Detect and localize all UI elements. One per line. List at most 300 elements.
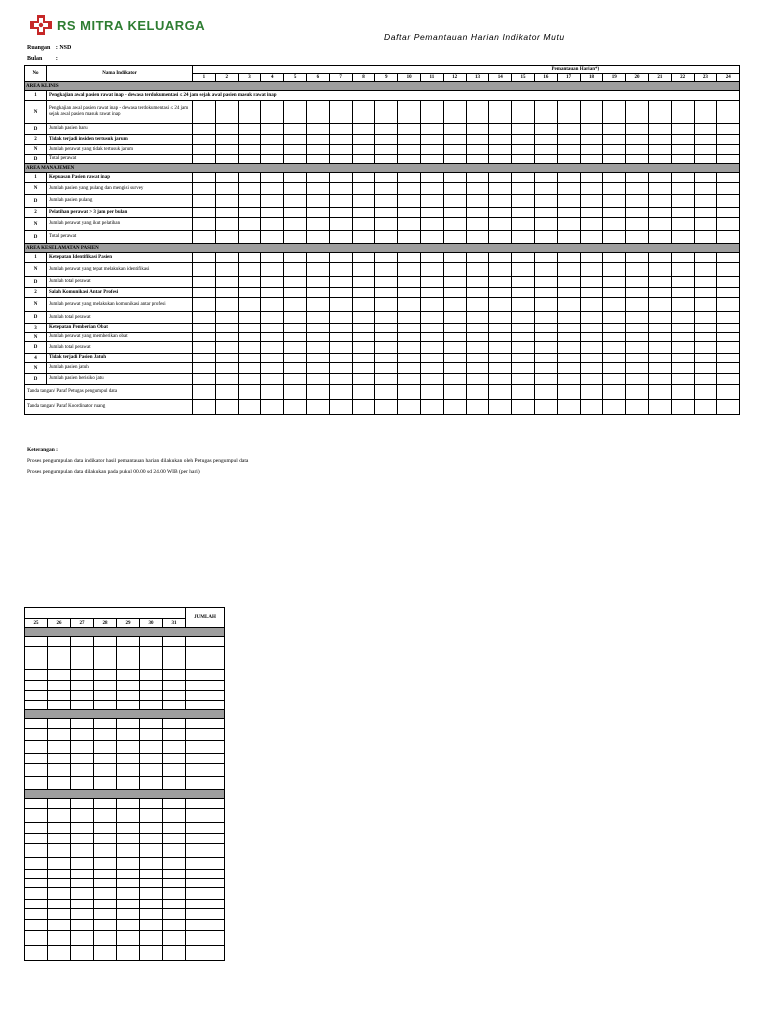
daily-entry-cell[interactable] bbox=[238, 253, 261, 263]
signature-cell[interactable] bbox=[71, 946, 94, 961]
signature-cell[interactable] bbox=[420, 385, 443, 400]
daily-entry-cell[interactable] bbox=[489, 173, 512, 183]
jumlah-cell[interactable] bbox=[186, 809, 225, 823]
daily-entry-cell[interactable] bbox=[238, 263, 261, 277]
daily-entry-cell[interactable] bbox=[603, 324, 626, 333]
daily-entry-cell[interactable] bbox=[717, 208, 740, 218]
daily-entry-cell[interactable] bbox=[420, 342, 443, 354]
daily-entry-cell[interactable] bbox=[466, 363, 489, 374]
daily-entry-cell[interactable] bbox=[512, 183, 535, 195]
daily-entry-cell[interactable] bbox=[48, 844, 71, 858]
daily-entry-cell[interactable] bbox=[489, 342, 512, 354]
daily-entry-cell[interactable] bbox=[352, 363, 375, 374]
daily-entry-cell[interactable] bbox=[261, 354, 284, 363]
daily-entry-cell[interactable] bbox=[140, 920, 163, 931]
daily-entry-cell[interactable] bbox=[557, 312, 580, 324]
daily-entry-cell[interactable] bbox=[117, 844, 140, 858]
daily-entry-cell[interactable] bbox=[717, 124, 740, 135]
daily-entry-cell[interactable] bbox=[163, 799, 186, 809]
daily-entry-cell[interactable] bbox=[140, 681, 163, 691]
daily-entry-cell[interactable] bbox=[694, 173, 717, 183]
daily-entry-cell[interactable] bbox=[534, 253, 557, 263]
daily-entry-cell[interactable] bbox=[557, 183, 580, 195]
daily-entry-cell[interactable] bbox=[626, 218, 649, 231]
daily-entry-cell[interactable] bbox=[48, 834, 71, 844]
daily-entry-cell[interactable] bbox=[284, 374, 307, 385]
daily-entry-cell[interactable] bbox=[215, 363, 238, 374]
daily-entry-cell[interactable] bbox=[534, 124, 557, 135]
daily-entry-cell[interactable] bbox=[329, 363, 352, 374]
daily-entry-cell[interactable] bbox=[238, 277, 261, 288]
daily-entry-cell[interactable] bbox=[329, 277, 352, 288]
daily-entry-cell[interactable] bbox=[375, 145, 398, 155]
daily-entry-cell[interactable] bbox=[648, 354, 671, 363]
daily-entry-cell[interactable] bbox=[284, 124, 307, 135]
daily-entry-cell[interactable] bbox=[648, 374, 671, 385]
daily-entry-cell[interactable] bbox=[94, 920, 117, 931]
daily-entry-cell[interactable] bbox=[580, 173, 603, 183]
daily-entry-cell[interactable] bbox=[626, 195, 649, 208]
daily-entry-cell[interactable] bbox=[489, 124, 512, 135]
daily-entry-cell[interactable] bbox=[117, 888, 140, 900]
daily-entry-cell[interactable] bbox=[140, 909, 163, 920]
daily-entry-cell[interactable] bbox=[717, 333, 740, 342]
daily-entry-cell[interactable] bbox=[443, 342, 466, 354]
daily-entry-cell[interactable] bbox=[398, 218, 421, 231]
daily-entry-cell[interactable] bbox=[489, 324, 512, 333]
daily-entry-cell[interactable] bbox=[443, 195, 466, 208]
daily-entry-cell[interactable] bbox=[94, 870, 117, 879]
daily-entry-cell[interactable] bbox=[512, 374, 535, 385]
daily-entry-cell[interactable] bbox=[512, 231, 535, 244]
daily-entry-cell[interactable] bbox=[398, 145, 421, 155]
signature-cell[interactable] bbox=[489, 400, 512, 415]
daily-entry-cell[interactable] bbox=[306, 173, 329, 183]
daily-entry-cell[interactable] bbox=[626, 124, 649, 135]
daily-entry-cell[interactable] bbox=[512, 363, 535, 374]
signature-cell[interactable] bbox=[580, 385, 603, 400]
daily-entry-cell[interactable] bbox=[284, 101, 307, 124]
daily-entry-cell[interactable] bbox=[603, 135, 626, 145]
daily-entry-cell[interactable] bbox=[420, 288, 443, 298]
daily-entry-cell[interactable] bbox=[648, 263, 671, 277]
daily-entry-cell[interactable] bbox=[557, 342, 580, 354]
daily-entry-cell[interactable] bbox=[420, 124, 443, 135]
daily-entry-cell[interactable] bbox=[626, 277, 649, 288]
daily-entry-cell[interactable] bbox=[717, 231, 740, 244]
daily-entry-cell[interactable] bbox=[420, 231, 443, 244]
daily-entry-cell[interactable] bbox=[25, 900, 48, 909]
daily-entry-cell[interactable] bbox=[398, 324, 421, 333]
daily-entry-cell[interactable] bbox=[352, 288, 375, 298]
daily-entry-cell[interactable] bbox=[261, 173, 284, 183]
daily-entry-cell[interactable] bbox=[648, 312, 671, 324]
jumlah-cell[interactable] bbox=[186, 900, 225, 909]
daily-entry-cell[interactable] bbox=[648, 298, 671, 312]
signature-cell[interactable] bbox=[238, 400, 261, 415]
daily-entry-cell[interactable] bbox=[557, 231, 580, 244]
daily-entry-cell[interactable] bbox=[420, 298, 443, 312]
daily-entry-cell[interactable] bbox=[163, 637, 186, 647]
daily-entry-cell[interactable] bbox=[306, 263, 329, 277]
daily-entry-cell[interactable] bbox=[694, 195, 717, 208]
daily-entry-cell[interactable] bbox=[580, 354, 603, 363]
daily-entry-cell[interactable] bbox=[215, 253, 238, 263]
daily-entry-cell[interactable] bbox=[489, 354, 512, 363]
signature-cell[interactable] bbox=[215, 385, 238, 400]
daily-entry-cell[interactable] bbox=[117, 719, 140, 729]
daily-entry-cell[interactable] bbox=[71, 681, 94, 691]
daily-entry-cell[interactable] bbox=[694, 218, 717, 231]
daily-entry-cell[interactable] bbox=[140, 754, 163, 764]
daily-entry-cell[interactable] bbox=[329, 195, 352, 208]
daily-entry-cell[interactable] bbox=[193, 101, 216, 124]
daily-entry-cell[interactable] bbox=[603, 312, 626, 324]
signature-cell[interactable] bbox=[420, 400, 443, 415]
daily-entry-cell[interactable] bbox=[352, 263, 375, 277]
daily-entry-cell[interactable] bbox=[238, 124, 261, 135]
signature-cell[interactable] bbox=[375, 400, 398, 415]
daily-entry-cell[interactable] bbox=[215, 208, 238, 218]
daily-entry-cell[interactable] bbox=[140, 701, 163, 710]
daily-entry-cell[interactable] bbox=[626, 231, 649, 244]
daily-entry-cell[interactable] bbox=[375, 253, 398, 263]
daily-entry-cell[interactable] bbox=[489, 263, 512, 277]
daily-entry-cell[interactable] bbox=[71, 719, 94, 729]
daily-entry-cell[interactable] bbox=[626, 333, 649, 342]
daily-entry-cell[interactable] bbox=[48, 701, 71, 710]
daily-entry-cell[interactable] bbox=[466, 298, 489, 312]
daily-entry-cell[interactable] bbox=[163, 719, 186, 729]
signature-cell[interactable] bbox=[352, 400, 375, 415]
daily-entry-cell[interactable] bbox=[580, 288, 603, 298]
daily-entry-cell[interactable] bbox=[375, 124, 398, 135]
daily-entry-cell[interactable] bbox=[238, 208, 261, 218]
jumlah-cell[interactable] bbox=[186, 729, 225, 741]
daily-entry-cell[interactable] bbox=[94, 888, 117, 900]
signature-cell[interactable] bbox=[140, 946, 163, 961]
daily-entry-cell[interactable] bbox=[48, 823, 71, 834]
daily-entry-cell[interactable] bbox=[48, 647, 71, 670]
daily-entry-cell[interactable] bbox=[25, 637, 48, 647]
daily-entry-cell[interactable] bbox=[261, 253, 284, 263]
daily-entry-cell[interactable] bbox=[398, 195, 421, 208]
daily-entry-cell[interactable] bbox=[443, 312, 466, 324]
daily-entry-cell[interactable] bbox=[284, 231, 307, 244]
daily-entry-cell[interactable] bbox=[489, 208, 512, 218]
daily-entry-cell[interactable] bbox=[648, 363, 671, 374]
daily-entry-cell[interactable] bbox=[375, 208, 398, 218]
daily-entry-cell[interactable] bbox=[375, 101, 398, 124]
daily-entry-cell[interactable] bbox=[25, 719, 48, 729]
daily-entry-cell[interactable] bbox=[215, 333, 238, 342]
daily-entry-cell[interactable] bbox=[489, 195, 512, 208]
daily-entry-cell[interactable] bbox=[215, 145, 238, 155]
signature-cell[interactable] bbox=[261, 385, 284, 400]
signature-cell[interactable] bbox=[71, 931, 94, 946]
jumlah-cell[interactable] bbox=[186, 777, 225, 790]
daily-entry-cell[interactable] bbox=[717, 218, 740, 231]
daily-entry-cell[interactable] bbox=[580, 298, 603, 312]
signature-cell[interactable] bbox=[489, 385, 512, 400]
daily-entry-cell[interactable] bbox=[534, 298, 557, 312]
daily-entry-cell[interactable] bbox=[717, 195, 740, 208]
signature-cell[interactable] bbox=[163, 946, 186, 961]
daily-entry-cell[interactable] bbox=[466, 263, 489, 277]
daily-entry-cell[interactable] bbox=[534, 354, 557, 363]
daily-entry-cell[interactable] bbox=[329, 253, 352, 263]
daily-entry-cell[interactable] bbox=[94, 637, 117, 647]
daily-entry-cell[interactable] bbox=[557, 135, 580, 145]
daily-entry-cell[interactable] bbox=[48, 637, 71, 647]
daily-entry-cell[interactable] bbox=[648, 277, 671, 288]
daily-entry-cell[interactable] bbox=[534, 218, 557, 231]
daily-entry-cell[interactable] bbox=[648, 324, 671, 333]
daily-entry-cell[interactable] bbox=[306, 135, 329, 145]
signature-cell[interactable] bbox=[443, 400, 466, 415]
daily-entry-cell[interactable] bbox=[140, 834, 163, 844]
daily-entry-cell[interactable] bbox=[261, 324, 284, 333]
daily-entry-cell[interactable] bbox=[603, 253, 626, 263]
daily-entry-cell[interactable] bbox=[420, 263, 443, 277]
daily-entry-cell[interactable] bbox=[512, 342, 535, 354]
daily-entry-cell[interactable] bbox=[603, 263, 626, 277]
daily-entry-cell[interactable] bbox=[375, 231, 398, 244]
daily-entry-cell[interactable] bbox=[284, 173, 307, 183]
daily-entry-cell[interactable] bbox=[25, 754, 48, 764]
daily-entry-cell[interactable] bbox=[284, 155, 307, 164]
daily-entry-cell[interactable] bbox=[626, 155, 649, 164]
daily-entry-cell[interactable] bbox=[261, 155, 284, 164]
daily-entry-cell[interactable] bbox=[94, 719, 117, 729]
daily-entry-cell[interactable] bbox=[694, 342, 717, 354]
daily-entry-cell[interactable] bbox=[603, 145, 626, 155]
daily-entry-cell[interactable] bbox=[193, 363, 216, 374]
daily-entry-cell[interactable] bbox=[306, 342, 329, 354]
daily-entry-cell[interactable] bbox=[71, 879, 94, 888]
daily-entry-cell[interactable] bbox=[329, 208, 352, 218]
daily-entry-cell[interactable] bbox=[375, 135, 398, 145]
daily-entry-cell[interactable] bbox=[284, 298, 307, 312]
daily-entry-cell[interactable] bbox=[215, 218, 238, 231]
daily-entry-cell[interactable] bbox=[717, 342, 740, 354]
daily-entry-cell[interactable] bbox=[284, 333, 307, 342]
daily-entry-cell[interactable] bbox=[25, 741, 48, 754]
daily-entry-cell[interactable] bbox=[306, 324, 329, 333]
daily-entry-cell[interactable] bbox=[215, 342, 238, 354]
daily-entry-cell[interactable] bbox=[466, 354, 489, 363]
daily-entry-cell[interactable] bbox=[489, 288, 512, 298]
signature-cell[interactable] bbox=[25, 931, 48, 946]
daily-entry-cell[interactable] bbox=[375, 354, 398, 363]
daily-entry-cell[interactable] bbox=[466, 277, 489, 288]
daily-entry-cell[interactable] bbox=[375, 342, 398, 354]
daily-entry-cell[interactable] bbox=[306, 374, 329, 385]
daily-entry-cell[interactable] bbox=[193, 195, 216, 208]
daily-entry-cell[interactable] bbox=[352, 173, 375, 183]
daily-entry-cell[interactable] bbox=[71, 741, 94, 754]
daily-entry-cell[interactable] bbox=[163, 809, 186, 823]
daily-entry-cell[interactable] bbox=[25, 681, 48, 691]
daily-entry-cell[interactable] bbox=[352, 231, 375, 244]
daily-entry-cell[interactable] bbox=[215, 183, 238, 195]
daily-entry-cell[interactable] bbox=[238, 342, 261, 354]
daily-entry-cell[interactable] bbox=[512, 208, 535, 218]
daily-entry-cell[interactable] bbox=[306, 333, 329, 342]
daily-entry-cell[interactable] bbox=[534, 101, 557, 124]
jumlah-cell[interactable] bbox=[186, 670, 225, 681]
daily-entry-cell[interactable] bbox=[603, 374, 626, 385]
daily-entry-cell[interactable] bbox=[261, 145, 284, 155]
daily-entry-cell[interactable] bbox=[466, 155, 489, 164]
daily-entry-cell[interactable] bbox=[443, 145, 466, 155]
daily-entry-cell[interactable] bbox=[580, 363, 603, 374]
signature-cell[interactable] bbox=[306, 385, 329, 400]
daily-entry-cell[interactable] bbox=[25, 888, 48, 900]
daily-entry-cell[interactable] bbox=[512, 288, 535, 298]
daily-entry-cell[interactable] bbox=[140, 691, 163, 701]
daily-entry-cell[interactable] bbox=[215, 298, 238, 312]
daily-entry-cell[interactable] bbox=[48, 879, 71, 888]
daily-entry-cell[interactable] bbox=[626, 298, 649, 312]
daily-entry-cell[interactable] bbox=[466, 208, 489, 218]
daily-entry-cell[interactable] bbox=[163, 670, 186, 681]
daily-entry-cell[interactable] bbox=[443, 218, 466, 231]
daily-entry-cell[interactable] bbox=[420, 374, 443, 385]
daily-entry-cell[interactable] bbox=[534, 342, 557, 354]
daily-entry-cell[interactable] bbox=[717, 145, 740, 155]
daily-entry-cell[interactable] bbox=[329, 101, 352, 124]
daily-entry-cell[interactable] bbox=[193, 288, 216, 298]
daily-entry-cell[interactable] bbox=[25, 834, 48, 844]
daily-entry-cell[interactable] bbox=[261, 363, 284, 374]
daily-entry-cell[interactable] bbox=[117, 729, 140, 741]
daily-entry-cell[interactable] bbox=[163, 823, 186, 834]
daily-entry-cell[interactable] bbox=[420, 312, 443, 324]
daily-entry-cell[interactable] bbox=[557, 173, 580, 183]
daily-entry-cell[interactable] bbox=[25, 670, 48, 681]
daily-entry-cell[interactable] bbox=[466, 173, 489, 183]
daily-entry-cell[interactable] bbox=[193, 298, 216, 312]
daily-entry-cell[interactable] bbox=[48, 754, 71, 764]
daily-entry-cell[interactable] bbox=[94, 844, 117, 858]
daily-entry-cell[interactable] bbox=[398, 263, 421, 277]
daily-entry-cell[interactable] bbox=[306, 195, 329, 208]
daily-entry-cell[interactable] bbox=[329, 342, 352, 354]
daily-entry-cell[interactable] bbox=[71, 844, 94, 858]
daily-entry-cell[interactable] bbox=[306, 145, 329, 155]
daily-entry-cell[interactable] bbox=[117, 909, 140, 920]
daily-entry-cell[interactable] bbox=[94, 777, 117, 790]
daily-entry-cell[interactable] bbox=[25, 809, 48, 823]
daily-entry-cell[interactable] bbox=[71, 670, 94, 681]
daily-entry-cell[interactable] bbox=[306, 155, 329, 164]
daily-entry-cell[interactable] bbox=[580, 312, 603, 324]
daily-entry-cell[interactable] bbox=[94, 670, 117, 681]
daily-entry-cell[interactable] bbox=[140, 888, 163, 900]
signature-cell[interactable] bbox=[603, 400, 626, 415]
daily-entry-cell[interactable] bbox=[580, 333, 603, 342]
daily-entry-cell[interactable] bbox=[694, 145, 717, 155]
daily-entry-cell[interactable] bbox=[648, 183, 671, 195]
daily-entry-cell[interactable] bbox=[694, 363, 717, 374]
daily-entry-cell[interactable] bbox=[352, 218, 375, 231]
daily-entry-cell[interactable] bbox=[534, 173, 557, 183]
daily-entry-cell[interactable] bbox=[557, 253, 580, 263]
daily-entry-cell[interactable] bbox=[671, 183, 694, 195]
daily-entry-cell[interactable] bbox=[238, 288, 261, 298]
daily-entry-cell[interactable] bbox=[580, 324, 603, 333]
daily-entry-cell[interactable] bbox=[603, 208, 626, 218]
daily-entry-cell[interactable] bbox=[193, 263, 216, 277]
daily-entry-cell[interactable] bbox=[443, 363, 466, 374]
signature-cell[interactable] bbox=[48, 931, 71, 946]
daily-entry-cell[interactable] bbox=[215, 124, 238, 135]
daily-entry-cell[interactable] bbox=[557, 333, 580, 342]
daily-entry-cell[interactable] bbox=[215, 324, 238, 333]
daily-entry-cell[interactable] bbox=[534, 208, 557, 218]
daily-entry-cell[interactable] bbox=[580, 124, 603, 135]
daily-entry-cell[interactable] bbox=[329, 374, 352, 385]
daily-entry-cell[interactable] bbox=[648, 218, 671, 231]
daily-entry-cell[interactable] bbox=[284, 135, 307, 145]
daily-entry-cell[interactable] bbox=[71, 729, 94, 741]
daily-entry-cell[interactable] bbox=[238, 183, 261, 195]
daily-entry-cell[interactable] bbox=[193, 253, 216, 263]
daily-entry-cell[interactable] bbox=[352, 155, 375, 164]
daily-entry-cell[interactable] bbox=[466, 218, 489, 231]
daily-entry-cell[interactable] bbox=[512, 101, 535, 124]
daily-entry-cell[interactable] bbox=[557, 124, 580, 135]
daily-entry-cell[interactable] bbox=[306, 231, 329, 244]
daily-entry-cell[interactable] bbox=[694, 324, 717, 333]
daily-entry-cell[interactable] bbox=[261, 374, 284, 385]
daily-entry-cell[interactable] bbox=[284, 324, 307, 333]
daily-entry-cell[interactable] bbox=[603, 101, 626, 124]
daily-entry-cell[interactable] bbox=[215, 195, 238, 208]
daily-entry-cell[interactable] bbox=[420, 183, 443, 195]
daily-entry-cell[interactable] bbox=[329, 145, 352, 155]
daily-entry-cell[interactable] bbox=[261, 231, 284, 244]
daily-entry-cell[interactable] bbox=[117, 858, 140, 870]
daily-entry-cell[interactable] bbox=[163, 729, 186, 741]
daily-entry-cell[interactable] bbox=[512, 155, 535, 164]
daily-entry-cell[interactable] bbox=[512, 253, 535, 263]
daily-entry-cell[interactable] bbox=[25, 777, 48, 790]
daily-entry-cell[interactable] bbox=[557, 101, 580, 124]
daily-entry-cell[interactable] bbox=[443, 208, 466, 218]
daily-entry-cell[interactable] bbox=[329, 333, 352, 342]
daily-entry-cell[interactable] bbox=[352, 312, 375, 324]
daily-entry-cell[interactable] bbox=[489, 155, 512, 164]
daily-entry-cell[interactable] bbox=[193, 312, 216, 324]
daily-entry-cell[interactable] bbox=[261, 195, 284, 208]
daily-entry-cell[interactable] bbox=[238, 155, 261, 164]
daily-entry-cell[interactable] bbox=[193, 155, 216, 164]
signature-cell[interactable] bbox=[261, 400, 284, 415]
daily-entry-cell[interactable] bbox=[443, 354, 466, 363]
daily-entry-cell[interactable] bbox=[71, 823, 94, 834]
daily-entry-cell[interactable] bbox=[215, 277, 238, 288]
daily-entry-cell[interactable] bbox=[215, 173, 238, 183]
daily-entry-cell[interactable] bbox=[261, 101, 284, 124]
jumlah-cell[interactable] bbox=[186, 879, 225, 888]
daily-entry-cell[interactable] bbox=[25, 870, 48, 879]
daily-entry-cell[interactable] bbox=[443, 277, 466, 288]
daily-entry-cell[interactable] bbox=[193, 183, 216, 195]
daily-entry-cell[interactable] bbox=[261, 263, 284, 277]
daily-entry-cell[interactable] bbox=[466, 135, 489, 145]
